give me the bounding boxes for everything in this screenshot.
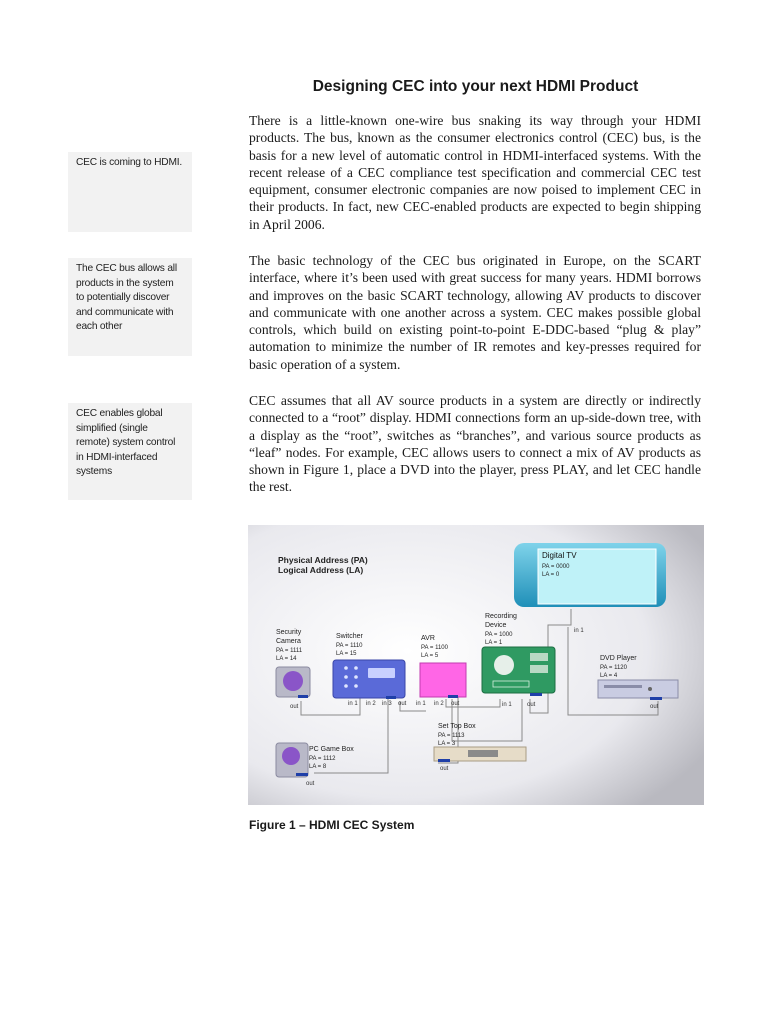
avr-body — [420, 663, 466, 697]
stb-pa: PA = 1113 — [438, 733, 465, 739]
paragraph-topology: CEC assumes that all AV source products in a system are directly or indirectly connected to a “root” display. HDMI connections form an up-side-down tree, with a display as the “root”, switches as “branches”, and various source products as “leaf” nodes. For example, CEC allows users to connect a mix of AV products as shown in Figure 1, place a DVD into the player, press PLAY, and let CEC handle the rest. — [249, 393, 701, 495]
switcher-port-in3: in 3 — [382, 701, 392, 707]
dvd-tray — [604, 685, 642, 688]
recorder-display — [530, 653, 548, 661]
recorder-name-line1: Recording — [485, 613, 517, 620]
camera-la: LA = 14 — [276, 656, 297, 662]
legend-logical-address: Logical Address (LA) — [278, 565, 364, 575]
pc-pa: PA = 1112 — [309, 756, 336, 762]
camera-lens-icon — [283, 671, 303, 691]
switcher-port-out: out — [398, 701, 407, 707]
dvd-port — [650, 697, 662, 700]
sidebar-callout-1: CEC is coming to HDMI. — [68, 152, 192, 232]
recorder-disc-icon — [494, 655, 514, 675]
pc-disc-icon — [282, 747, 300, 765]
avr-port-in1: in 1 — [416, 701, 426, 707]
recorder-la: LA = 1 — [485, 640, 503, 646]
document-title: Designing CEC into your next HDMI Product — [312, 78, 639, 95]
avr-la: LA = 5 — [421, 653, 439, 659]
dvd-port-out: out — [650, 704, 659, 710]
paragraph-intro: There is a little-known one-wire bus snaking its way through your HDMI products. The bus, known as the consumer electronics control (CEC) bus, is the basis for a new level of automatic control in HDMI-interfaced systems. With the recent release of a CEC compliance test specification and commercial CEC test equipment, consumer electronic companies are now poised to implement CEC in their products. In fact, new CEC-enabled products are expected to begin shipping in April 2006. — [249, 113, 701, 232]
dvd-name: DVD Player — [600, 655, 637, 662]
avr-name: AVR — [421, 635, 435, 642]
camera-pa: PA = 1111 — [276, 648, 303, 654]
recorder-pa: PA = 1000 — [485, 632, 513, 638]
dvd-la: LA = 4 — [600, 673, 618, 679]
tv-port-in1: in 1 — [574, 628, 584, 634]
camera-port — [298, 695, 308, 698]
pc-name: PC Game Box — [309, 746, 354, 753]
sidebar-callout-3: CEC enables global simplified (single remote) system control in HDMI-interfaced systems — [68, 403, 192, 500]
avr-port-in2: in 2 — [434, 701, 444, 707]
stb-la: LA = 3 — [438, 741, 456, 747]
switcher-body — [333, 660, 405, 698]
camera-name-line1: Security — [276, 629, 302, 636]
camera-port-out: out — [290, 704, 299, 710]
cec-system-figure — [248, 525, 704, 805]
switcher-name: Switcher — [336, 633, 363, 640]
paragraph-history: The basic technology of the CEC bus originated in Europe, on the SCART interface, where it’s been used with great success for many years. HDMI borrows and improves on the basic SCART technology, allowing AV products to discover and communicate with one another across a system. CEC makes possible global controls, which build on existing point-to-point E-DDC-based “plug & play” automation to minimize the number of IR remotes and key-presses required for basic operation of a system. — [249, 253, 701, 372]
tv-name: Digital TV — [542, 551, 577, 560]
dvd-button — [648, 687, 652, 691]
switcher-port-in2: in 2 — [366, 701, 376, 707]
sidebar-callout-2: The CEC bus allows all products in the system to potentially discover and communicate with each other — [68, 258, 192, 356]
dvd-pa: PA = 1120 — [600, 665, 627, 671]
switcher-port — [386, 696, 396, 699]
avr-port — [448, 695, 458, 698]
recorder-name-line2: Device — [485, 622, 507, 629]
stb-port-out: out — [440, 766, 449, 772]
camera-name-line2: Camera — [276, 638, 301, 645]
pc-port-out: out — [306, 781, 315, 787]
switcher-pa: PA = 1110 — [336, 643, 363, 649]
recorder-port-out: out — [527, 702, 536, 708]
switcher-port-in1: in 1 — [348, 701, 358, 707]
tv-pa: PA = 0000 — [542, 564, 570, 570]
switcher-la: LA = 15 — [336, 651, 357, 657]
dvd-body — [598, 680, 678, 698]
recorder-panel — [530, 665, 548, 673]
pc-la: LA = 8 — [309, 764, 327, 770]
cec-diagram — [248, 525, 704, 805]
pc-port — [296, 773, 308, 776]
recorder-port — [530, 693, 542, 696]
stb-name: Set Top Box — [438, 723, 476, 730]
stb-port — [438, 759, 450, 762]
legend-physical-address: Physical Address (PA) — [278, 555, 368, 565]
switcher-display — [368, 668, 395, 678]
figure-caption: Figure 1 – HDMI CEC System — [249, 818, 415, 832]
recorder-port-in1: in 1 — [502, 702, 512, 708]
tv-la: LA = 0 — [542, 572, 560, 578]
avr-pa: PA = 1100 — [421, 645, 448, 651]
avr-port-out: out — [451, 701, 460, 707]
stb-display — [468, 750, 498, 757]
